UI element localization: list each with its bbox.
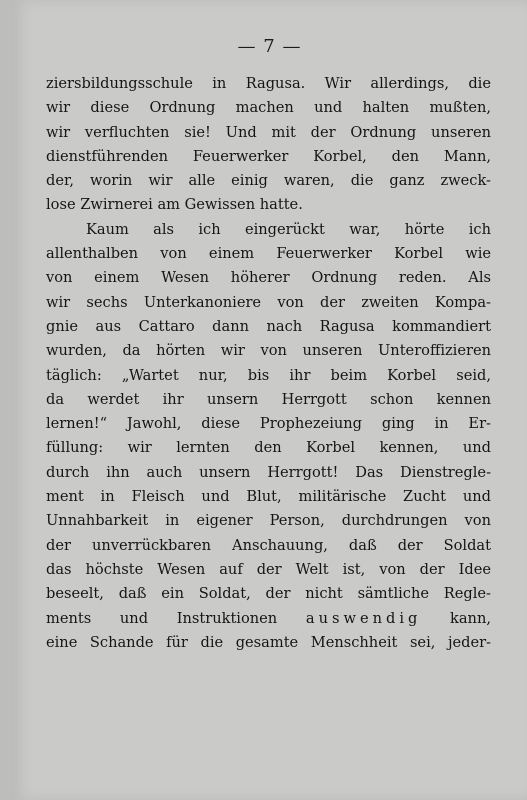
body-text bbox=[46, 72, 491, 655]
text-line: wurden, da hörten wir von unseren Unteroffizieren bbox=[46, 342, 491, 360]
text-line: wir verfluchten sie! Und mit der Ordnung unseren bbox=[46, 123, 491, 141]
text-line: täglich: „Wartet nur, bis ihr beim Korbel seid, bbox=[46, 366, 491, 384]
text-line: wir diese Ordnung machen und halten mußten, bbox=[46, 99, 491, 117]
text-line: ziersbildungsschule in Ragusa. Wir allerdings, die bbox=[46, 75, 491, 92]
text-line: allenthalben von einem Feuerwerker Korbel wie bbox=[46, 245, 491, 263]
page-number: — 7 — bbox=[237, 36, 302, 57]
text-segment: ments und Instruktionen bbox=[46, 609, 278, 627]
text-line bbox=[46, 607, 491, 631]
text-line: das höchste Wesen auf der Welt ist, von der Idee bbox=[46, 560, 491, 578]
text-line: dienstführenden Feuerwerker Korbel, den Mann, bbox=[46, 147, 491, 165]
text-line: ment in Fleisch und Blut, militärische Zucht und bbox=[46, 488, 491, 506]
text-line: lernen!“ Jawohl, diese Prophezeiung ging in Er- bbox=[46, 415, 491, 433]
text-line: Unnahbarkeit in eigener Person, durchdrungen von bbox=[46, 512, 491, 530]
text-line: von einem Wesen höherer Ordnung reden. Als bbox=[46, 269, 491, 287]
text-line: Kaum als ich eingerückt war, hörte ich bbox=[86, 220, 491, 238]
text-line: beseelt, daß ein Soldat, der nicht sämtliche Regle- bbox=[46, 585, 491, 603]
text-line: der unverrückbaren Anschauung, daß der Soldat bbox=[46, 536, 491, 554]
text-line: eine Schande für die gesamte Menschheit sei, jeder- bbox=[46, 633, 491, 651]
text-line: lose Zwirnerei am Gewissen hatte. bbox=[46, 196, 303, 214]
text-line: wir sechs Unterkanoniere von der zweiten Kompa- bbox=[46, 293, 491, 311]
spaced-word: auswendig bbox=[305, 609, 422, 627]
text-line: gnie aus Cattaro dann nach Ragusa kommandiert bbox=[46, 317, 491, 335]
text-line: füllung: wir lernten den Korbel kennen, und bbox=[46, 439, 491, 457]
text-segment: kann, bbox=[450, 609, 491, 627]
text-line: durch ihn auch unsern Herrgott! Das Dienstregle- bbox=[46, 463, 491, 481]
text-line: da werdet ihr unsern Herrgott schon kennen bbox=[46, 390, 491, 408]
book-page bbox=[12, 0, 527, 800]
text-line: der, worin wir alle einig waren, die ganz zweck- bbox=[46, 172, 491, 190]
